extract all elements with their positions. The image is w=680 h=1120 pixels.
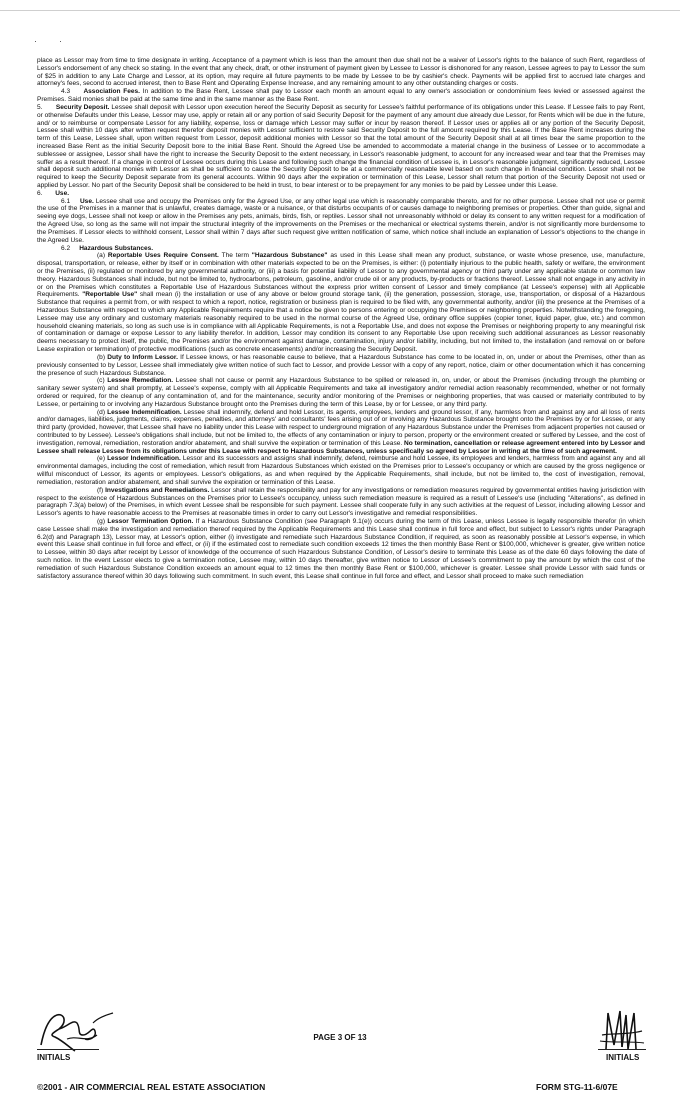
paragraph <box>37 487 645 518</box>
paragraph-text: The term <box>218 252 252 260</box>
paragraph-text: Lessor and its successors and assigns shall indemnify, defend, reimburse and hold Lessee, its employees and lenders, harmless from and against any and all environmental damages, including the cost of remediation, which result from Hazardous Substances which existed on the Premises prior to Lessee's occupancy or which are caused by the gross negligence or willful misconduct of Lessor, its agents or employees. Lessor's obligations, as and when required by the Applicable Requirements, shall include, but not be limited to, the cost of investigation, removal, remediation, restoration and/or abatement, and shall survive the expiration or termination of this Lease. <box>37 455 646 486</box>
paragraph-heading: Duty to Inform Lessor. <box>107 353 178 361</box>
paragraph-text: If Lessee knows, or has reasonable cause to believe, that a Hazardous Substance has come to be located in, on, under or about the Premises, other than as previously consented to by Lessor, Lessee shall immediately give written notice of such fact to Lessor, and provide Lessor with a copy of any report, notice, claim or other documentation which it has concerning the presence of such Hazardous Substance. <box>37 353 645 377</box>
initials-line-left <box>37 1049 99 1050</box>
copyright-notice: ©2001 - AIR COMMERCIAL REAL ESTATE ASSOCIATION <box>37 1082 266 1092</box>
scan-specks: ·· <box>34 36 84 46</box>
paragraph <box>37 409 645 456</box>
paragraph-heading: "Reportable Use" <box>82 291 138 299</box>
paragraph-heading: No termination, cancellation or release agreement entered into by Lessor and Lessee shall release Lessee from its obligations under this Lease with respect to Hazardous Substances, unless specifically so agreed by Lessor in writing at the time of such agreement. <box>37 439 645 455</box>
paragraph <box>37 455 645 486</box>
paragraph-heading: Investigations and Remediations. <box>105 486 210 494</box>
paragraph-text: (a) <box>97 252 108 260</box>
paragraph-text: (c) <box>97 377 108 385</box>
lease-body-text <box>37 57 645 580</box>
initials-line-right <box>598 1049 646 1050</box>
paragraph <box>37 198 645 245</box>
paragraph-text: shall mean (i) the installation or use of any above or below ground storage tank, (ii) the generation, possession, storage, use, transportation, or disposal of a Hazardous Substance that requires a permit from, or with respect to which a report, notice, registration or business plan is required to be filed with, any governmental authority, and/or (iii) the presence at the Premises of a Hazardous Substance with respect to which any Applicable Requirements require that a notice be given to persons entering or occupying the Premises or neighboring properties. Notwithstanding the foregoing, Lessee may use any ordinary and customary materials reasonably required to be used in the normal course of the Agreed Use, ordinary office supplies (copier toner, liquid paper, glue, etc.) and common household cleaning materials, so long as such use is in compliance with all Applicable Requirements, is not a Reportable Use, and does not expose the Premises or neighboring property to any meaningful risk of contamination or damage or expose Lessor to any liability therefor. In addition, Lessor may condition its consent to any Reportable Use upon receiving such additional assurances as Lessor reasonably deems necessary to protect itself, the public, the Premises and/or the environment against damage, contamination, injury and/or liability, including, but not limited to, the installation (and removal on or before Lease expiration or termination) of protective modifications (such as concrete encasements) and/or increasing the Security Deposit. <box>37 291 645 354</box>
form-identifier: FORM STG-11-6/07E <box>536 1082 618 1092</box>
paragraph-heading: Use. <box>79 197 94 205</box>
paragraph <box>37 518 645 581</box>
paragraph <box>37 104 645 190</box>
paragraph-text: Lessor shall retain the responsibility and pay for any investigations or remediation measures required by governmental entities having jurisdiction with respect to the existence of Hazardous Substances on the Premises prior to Lessee's occupancy, unless such remediation measure is required as a result of Lessee's use (including "Alterations", as defined in paragraph 7.3(a) below) of the Premises, in which event Lessee shall be responsible for such payment. Lessee shall cooperate fully in any such activities at the request of Lessor, including allowing Lessor and Lessor's agents to have reasonable access to the Premises at reasonable times in order to carry out Lessor's investigative and remedial responsibilities. <box>37 486 645 518</box>
paragraph-text: If a Hazardous Substance Condition (see Paragraph 9.1(e)) occurs during the term of this Lease, unless Lessee is legally responsible therefor (in which case Lessee shall make the investigation and remediation thereof required by the Applicable Requirements and this Lease shall continue in full force and effect, but subject to Lessor's rights under Paragraph 6.2(d) and Paragraph 13), Lessor may, at Lessor's option, either (i) investigate and remediate such Hazardous Substance Condition, if required, as soon as reasonably possible at Lessor's expense, in which event this Lease shall continue in full force and effect, or (ii) if the estimated cost to remediate such condition exceeds 12 times the then monthly Base Rent or $100,000, whichever is greater, give written notice to Lessee, within 30 days after receipt by Lessor of knowledge of the occurrence of such Hazardous Substance Condition, of Lessor's desire to terminate this Lease as of the date 60 days following the date of such notice. In the event Lessor elects to give a termination notice, Lessee may, within 10 days thereafter, give written notice to Lessor of Lessee's commitment to pay the amount by which the cost of the remediation of such Hazardous Substance Condition exceeds an amount equal to 12 times the then monthly Base Rent or $100,000, whichever is greater. Lessee shall provide Lessor with said funds or satisfactory assurance thereof within 30 days following such commitment. In such event, this Lease shall continue in full force and effect, and Lessor shall proceed to make such remediation <box>37 517 645 580</box>
paragraph-text: Lessee shall deposit with Lessor upon execution hereof the Security Deposit as security for Lessee's faithful performance of its obligations under this Lease. If Lessee fails to pay Rent, or otherwise Defaults under this Lease, Lessor may use, apply or retain all or any portion of said Security Deposit for the payment of any amount due already due Lessor, for Rents which will be due in the future, and/ or to reimburse or compensate Lessor for any liability, expense, loss or damage which Lessor may suffer or incur by reason thereof. If Lessor uses or applies all or any portion of the Security Deposit, Lessee shall within 10 days after written request therefor deposit monies with Lessor sufficient to restore said Security Deposit to the full amount required by this Lease. If the Base Rent increases during the term of this Lease, Lessee shall, upon written request from Lessor, deposit additional monies with Lessor so that the total amount of the Security Deposit shall at all times bear the same proportion to the increased Base Rent as the initial Security Deposit bore to the initial Base Rent. Should the Agreed Use be amended to accommodate a material change in the business of Lessee or to accommodate a sublessee or assignee, Lessor shall have the right to increase the Security Deposit to the extent necessary, in Lessor's reasonable judgment, to account for any increased wear and tear that the Premises may suffer as a result thereof. If a change in control of Lessee occurs during this Lease and following such change the financial condition of Lessee is, in Lessor's reasonable judgment, significantly reduced, Lessee shall deposit such additional monies with Lessor as shall be sufficient to cause the Security Deposit to be at a commercially reasonable level based on such change in financial condition. Lessor shall not be required to keep the Security Deposit separate from its general accounts. Within 90 days after the expiration or termination of this Lease, Lessor shall return that portion of the Security Deposit not used or applied by Lessor. No part of the Security Deposit shall be considered to be held in trust, to bear interest or to be prepayment for any monies to be paid by Lessee under this Lease. <box>37 103 645 189</box>
paragraph-text: place as Lessor may from time to time designate in writing. Acceptance of a payment which is less than the amount then due shall not be a waiver of Lessor's rights to the balance of such Rent, regardless of Lessor's endorsement of any check so stating. In the event that any check, draft, or other instrument of payment given by Lessee to Lessor is dishonored for any reason, Lessee agrees to pay to Lessor the sum of $25 in addition to any Late Charge and Lessor, at its option, may require all future payments to be made by Lessee to be by cashier's check. Payments will be applied first to accrued late charges and attorney's fees, second to accrued interest, then to Base Rent and Operating Expense Increase, and any remaining amount to any other outstanding charges or costs. <box>37 57 645 88</box>
paragraph-heading: Security Deposit. <box>55 103 110 111</box>
paragraph-text: (g) <box>97 517 108 525</box>
paragraph-heading: Lessee Indemnification. <box>107 408 182 416</box>
paragraph <box>37 252 645 354</box>
paragraph <box>37 245 645 253</box>
paragraph-heading: Lessee Remediation. <box>107 377 174 385</box>
paragraph-text: Lessee shall indemnify, defend and hold Lessor, its agents, employees, lenders and ground lessor, if any, harmless from and against any and all loss of rents and/or damages, liabilities, judgments, claims, expenses, penalties, and attorneys' and consultants' fees arising out of or involving any Hazardous Substance brought onto the Premises by or for Lessee, or any third party (provided, however, that Lessee shall have no liability under this Lease with respect to underground migration of any Hazardous Substance under the Premises from adjacent properties not caused or contributed to by Lessee). Lessee's obligations shall include, but not be limited to, the effects of any contamination or injury to person, property or the environment created or suffered by Lessee, and the cost of investigation, removal, remediation, restoration and/or abatement, and shall survive the expiration or termination of this Lease. <box>37 408 645 447</box>
paragraph-heading: Lessor Termination Option. <box>107 517 194 525</box>
paragraph-heading: Lessor Indemnification. <box>107 455 181 463</box>
paragraph-heading: Hazardous Substances. <box>79 244 154 252</box>
page-number: PAGE 3 OF 13 <box>313 1033 367 1042</box>
paragraph-text: (d) <box>97 408 108 416</box>
paragraph-text: 6. <box>37 189 56 197</box>
paragraph <box>37 88 645 104</box>
paragraph-text: In addition to the Base Rent, Lessee shall pay to Lessor each month an amount equal to any owner's association or condominium fees levied or assessed against the Premises. Said monies shall be paid at the same time and in the same manner as the Base Rent. <box>37 88 646 104</box>
paragraph-text: Lessee shall not cause or permit any Hazardous Substance to be spilled or released in, on, under, or about the Premises (including through the plumbing or sanitary sewer system) and shall promptly, at Lessee's expense, comply with all Applicable Requirements and take all investigatory and/or remedial action reasonably recommended, whether or not formally ordered or required, for the cleanup of any contamination of, and for the maintenance, security and/or monitoring of the Premises or neighboring properties, that was caused or materially contributed to by Lessee, or pertaining to or involving any Hazardous Substance brought onto the Premises during the term of this Lease, by or for Lessee, or any third party. <box>37 377 646 408</box>
paragraph-text: (e) <box>97 455 108 463</box>
paragraph-text: 4.3 <box>61 88 84 96</box>
paragraph-heading: Association Fees. <box>83 88 140 96</box>
paragraph-text: 6.1 <box>61 197 80 205</box>
paragraph-text: 5. <box>37 103 56 111</box>
paragraph <box>37 57 645 88</box>
paragraph-heading: Reportable Uses Require Consent. <box>107 252 219 260</box>
paragraph <box>37 190 645 198</box>
initials-label-left: INITIALS <box>37 1053 71 1062</box>
scan-edge-line <box>0 10 680 11</box>
paragraph-text: 6.2 <box>61 244 80 252</box>
initials-label-right: INITIALS <box>606 1053 640 1062</box>
paragraph-text: as used in this Lease shall mean any product, substance, or waste whose presence, use, manufacture, disposal, transportation, or release, either by itself or in combination with other materials expected to be on the Premises, is either: (i) potentially injurious to the public health, safety or welfare, the environment or the Premises, (ii) regulated or monitored by any governmental authority, or (iii) a basis for potential liability of Lessor to any governmental agency or third party under any applicable statute or common law theory. Hazardous Substances shall include, but not be limited to, hydrocarbons, petroleum, gasoline, and/or crude oil or any products, by-products or fractions thereof. Lessee shall not engage in any activity in or on the Premises which constitutes a Reportable Use of Hazardous Substances without the express prior written consent of Lessor and timely compliance (at Lessee's expense) with all Applicable Requirements. <box>37 252 645 299</box>
paragraph-heading: Use. <box>55 189 70 197</box>
paragraph-heading: "Hazardous Substance" <box>251 252 328 260</box>
paragraph-text: (b) <box>97 353 108 361</box>
paragraph <box>37 377 645 408</box>
paragraph <box>37 354 645 377</box>
paragraph-text: (f) <box>97 486 106 494</box>
paragraph-text: Lessee shall use and occupy the Premises only for the Agreed Use, or any other legal use which is reasonably comparable thereto, and for no other purpose. Lessee shall not use or permit the use of the Premises in a manner that is unlawful, creates damage, waste or a nuisance, or that disturbs occupants of or causes damage to neighboring premises or properties. Other than guide, signal and seeing eye dogs, Lessee shall not keep or allow in the Premises any pets, animals, birds, fish, or reptiles. Lessor shall not unreasonably withhold or delay its consent to any written request for a modification of the Agreed Use, so long as the same will not impair the structural integrity of the improvements on the Premises or the mechanical or electrical systems therein, and/or is not significantly more burdensome to the Premises. If Lessor elects to withhold consent, Lessor shall within 7 days after such request give written notification of same, which notice shall include an explanation of Lessor's objections to the change in the Agreed Use. <box>37 197 645 244</box>
